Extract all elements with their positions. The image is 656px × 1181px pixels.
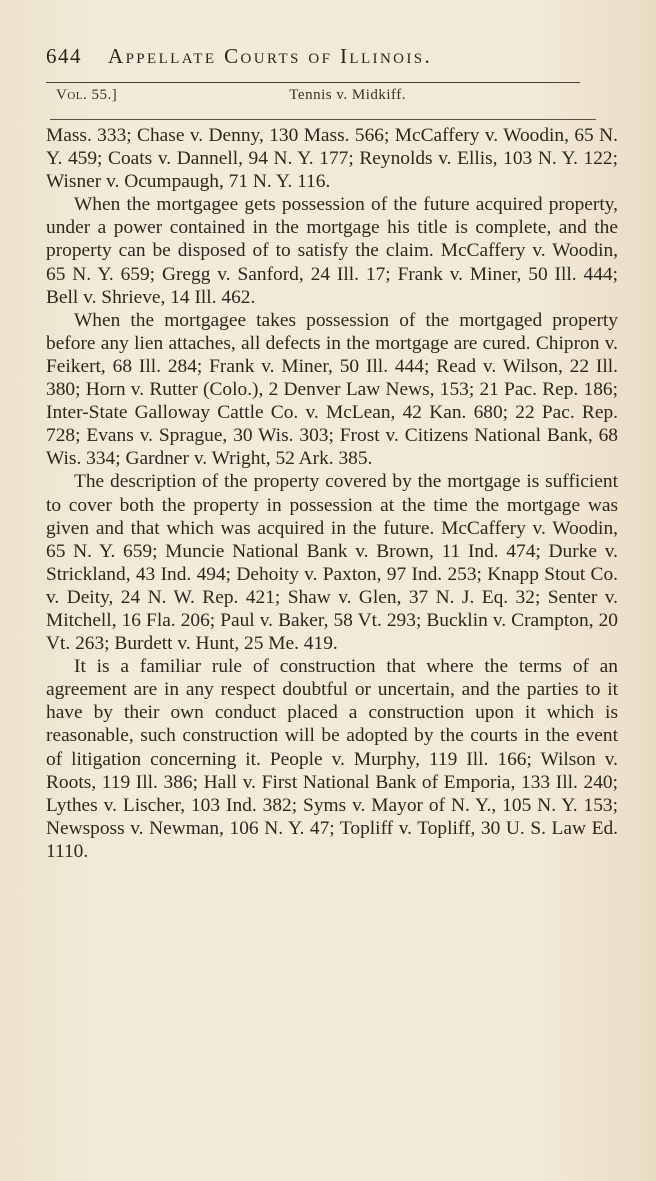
running-head — [46, 44, 616, 80]
paragraph-rule-of-construction: It is a familiar rule of construction that where the terms of an agreement are in any respect doubtful or uncertain, and the parties to it have by their own conduct placed a construction upon it which is reasonable, such construction will be adopted by the courts in the event of litigation concerning it. People v. Murphy, 119 Ill. 166; Wilson v. Roots, 119 Ill. 386; Hall v. First National Bank of Emporia, 133 Ill. 240; Lythes v. Lischer, 103 Ind. 382; Syms v. Mayor of N. Y., 105 N. Y. 153; Newsposs v. Newman, 106 N. Y. 47; Topliff v. Topliff, 30 U. S. Law Ed. 1110. — [46, 656, 618, 862]
case-title: Tennis v. Midkiff. — [289, 87, 406, 103]
paragraph-citations-continued: Mass. 333; Chase v. Denny, 130 Mass. 566; McCaffery v. Woodin, 65 N. Y. 459; Coats v. Dannell, 94 N. Y. 177; Reynolds v. Ellis, 103 N. Y. 122; Wisner v. Ocumpaugh, 71 N. Y. 116. — [46, 125, 618, 193]
subheader-rule — [50, 119, 596, 120]
body-text — [46, 124, 618, 863]
case-subheader — [46, 83, 616, 113]
volume-label: Vol. 55.] — [56, 87, 118, 103]
paragraph-property-description: The description of the property covered by the mortgage is sufficient to cover both the property in possession at the time the mortgage was given and that which was acquired in the future. McCaffery v. Woodin, 65 N. Y. 659; Muncie National Bank v. Brown, 11 Ind. 474; Durke v. Strickland, 43 Ind. 494; Dehoity v. Paxton, 97 Ind. 253; Knapp Stout Co. v. Deity, 24 N. W. Rep. 421; Shaw v. Glen, 37 N. J. Eq. 32; Senter v. Mitchell, 16 Fla. 206; Paul v. Baker, 58 Vt. 293; Bucklin v. Crampton, 20 Vt. 263; Burdett v. Hunt, 25 Me. 419. — [46, 471, 618, 655]
court-title: Appellate Courts of Illinois. — [108, 44, 433, 68]
paragraph-defects-cured: When the mortgagee takes possession of the mortgaged property before any lien attaches, all defects in the mortgage are cured. Chipron v. Feikert, 68 Ill. 284; Frank v. Miner, 50 Ill. 444; Read v. Wilson, 22 Ill. 380; Horn v. Rutter (Colo.), 2 Denver Law News, 153; 21 Pac. Rep. 186; Inter-State Galloway Cattle Co. v. McLean, 42 Kan. 680; 22 Pac. Rep. 728; Evans v. Sprague, 30 Wis. 303; Frost v. Citizens National Bank, 68 Wis. 334; Gardner v. Wright, 52 Ark. 385. — [46, 309, 618, 470]
page-number: 644 — [46, 44, 82, 68]
paragraph-possession-under-power: When the mortgagee gets possession of the future acquired property, under a power contained in the mortgage his title is complete, and the property can be disposed of to satisfy the claim. McCaffery v. Woodin, 65 N. Y. 659; Gregg v. Sanford, 24 Ill. 17; Frank v. Miner, 50 Ill. 444; Bell v. Shrieve, 14 Ill. 462. — [46, 194, 618, 308]
